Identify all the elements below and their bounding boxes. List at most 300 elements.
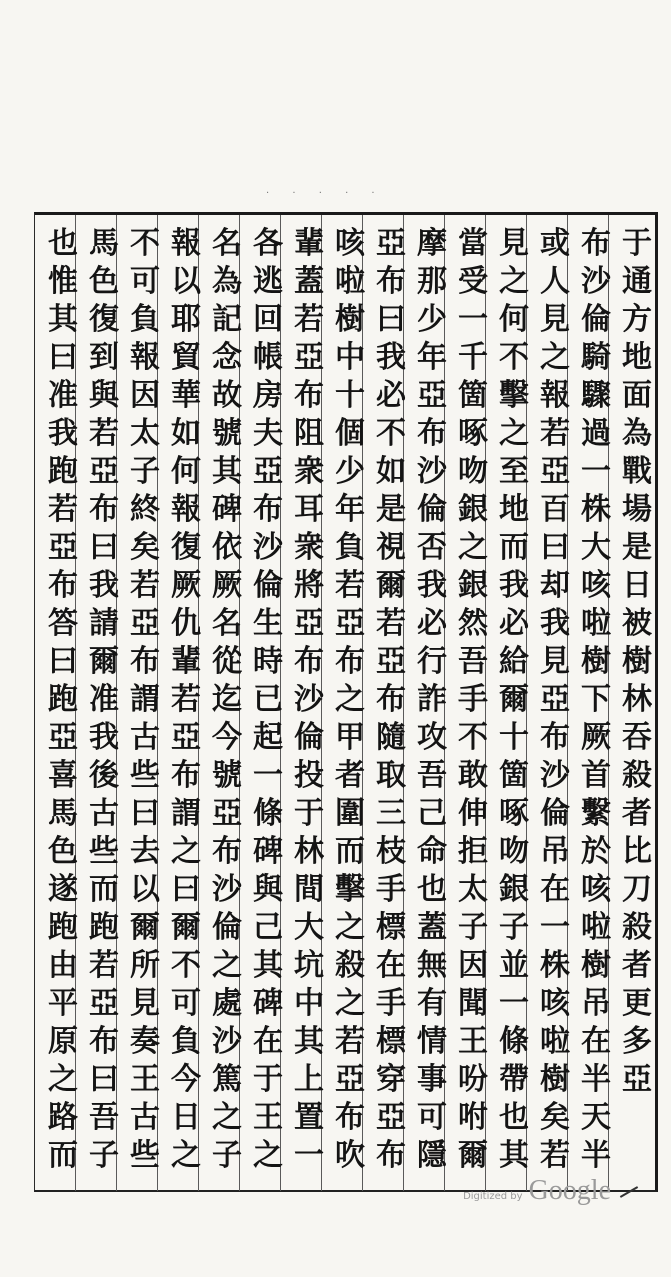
glyph: 蓋 <box>417 910 447 945</box>
glyph: 布 <box>335 1100 365 1135</box>
glyph: 亞 <box>48 530 78 565</box>
glyph: 樹 <box>335 302 365 337</box>
glyph: 若 <box>540 416 570 451</box>
glyph: 必 <box>499 606 529 641</box>
glyph: 日 <box>171 1100 201 1135</box>
glyph: 行 <box>417 644 447 679</box>
glyph: 過 <box>581 416 611 451</box>
glyph: 曰 <box>48 644 78 679</box>
glyph: 布 <box>294 644 324 679</box>
glyph: 我 <box>48 416 78 451</box>
glyph: 亞 <box>540 454 570 489</box>
glyph: 負 <box>335 530 365 565</box>
text-column <box>371 225 411 1175</box>
glyph: 輩 <box>171 644 201 679</box>
glyph: 帳 <box>253 340 283 375</box>
glyph: 因 <box>458 948 488 983</box>
glyph: 些 <box>89 834 119 869</box>
glyph: 所 <box>130 948 160 983</box>
glyph: 倫 <box>294 720 324 755</box>
glyph: 却 <box>540 568 570 603</box>
glyph: 百 <box>540 492 570 527</box>
glyph: 念 <box>212 340 242 375</box>
text-column <box>125 225 165 1175</box>
glyph: 奏 <box>130 1024 160 1059</box>
glyph: 路 <box>48 1100 78 1135</box>
glyph: 曰 <box>540 530 570 565</box>
glyph: 回 <box>253 302 283 337</box>
glyph: 平 <box>48 986 78 1021</box>
glyph: 樹 <box>622 644 652 679</box>
glyph: 擊 <box>335 872 365 907</box>
glyph: 啦 <box>540 1024 570 1059</box>
glyph: 箇 <box>458 378 488 413</box>
glyph: 戰 <box>622 454 652 489</box>
glyph: 者 <box>622 796 652 831</box>
glyph: 曰 <box>89 530 119 565</box>
glyph: 亞 <box>171 720 201 755</box>
glyph: 咳 <box>335 226 365 261</box>
glyph: 倫 <box>540 796 570 831</box>
glyph: 樹 <box>581 644 611 679</box>
text-column <box>289 225 329 1175</box>
glyph: 而 <box>499 530 529 565</box>
glyph: 倫 <box>581 302 611 337</box>
glyph: 隱 <box>417 1138 447 1173</box>
glyph: 樹 <box>581 948 611 983</box>
glyph: 耳 <box>294 492 324 527</box>
glyph: 之 <box>499 416 529 451</box>
glyph: 場 <box>622 492 652 527</box>
glyph: 跑 <box>89 910 119 945</box>
glyph: 太 <box>458 872 488 907</box>
glyph: 布 <box>376 1138 406 1173</box>
glyph: 間 <box>294 872 324 907</box>
glyph: 碑 <box>253 834 283 869</box>
glyph: 爾 <box>458 1138 488 1173</box>
glyph: 各 <box>253 226 283 261</box>
glyph: 啄 <box>499 796 529 831</box>
glyph: 衆 <box>294 454 324 489</box>
glyph: 馬 <box>48 796 78 831</box>
glyph: 若 <box>376 606 406 641</box>
glyph: 拒 <box>458 834 488 869</box>
glyph: 情 <box>417 1024 447 1059</box>
glyph: 林 <box>622 682 652 717</box>
glyph: 跑 <box>48 910 78 945</box>
glyph: 若 <box>89 416 119 451</box>
glyph: 可 <box>417 1100 447 1135</box>
glyph: 跑 <box>48 454 78 489</box>
glyph: 取 <box>376 758 406 793</box>
glyph: 之 <box>335 682 365 717</box>
glyph: 去 <box>130 834 160 869</box>
glyph: 其 <box>253 948 283 983</box>
glyph: 啄 <box>458 416 488 451</box>
glyph: 視 <box>376 530 406 565</box>
glyph: 馬 <box>89 226 119 261</box>
glyph: 仇 <box>171 606 201 641</box>
glyph: 吾 <box>417 758 447 793</box>
text-column <box>43 225 83 1175</box>
glyph: 與 <box>253 872 283 907</box>
glyph: 個 <box>335 416 365 451</box>
digitized-by-label: Digitized by <box>463 1191 523 1202</box>
glyph: 事 <box>417 1062 447 1097</box>
glyph: 曰 <box>130 796 160 831</box>
glyph: 必 <box>376 378 406 413</box>
glyph: 而 <box>335 834 365 869</box>
glyph: 手 <box>376 986 406 1021</box>
glyph: 依 <box>212 530 242 565</box>
glyph: 色 <box>89 264 119 299</box>
glyph: 如 <box>376 454 406 489</box>
glyph: 更 <box>622 986 652 1021</box>
glyph: 蓋 <box>294 264 324 299</box>
glyph: 殺 <box>622 910 652 945</box>
glyph: 中 <box>335 340 365 375</box>
glyph: 騎 <box>581 340 611 375</box>
glyph: 上 <box>294 1062 324 1097</box>
glyph: 將 <box>294 568 324 603</box>
glyph: 爾 <box>89 644 119 679</box>
glyph: 子 <box>212 1138 242 1173</box>
glyph: 亞 <box>253 454 283 489</box>
glyph: 人 <box>540 264 570 299</box>
glyph: 咳 <box>581 872 611 907</box>
text-column <box>207 225 247 1175</box>
glyph: 沙 <box>540 758 570 793</box>
glyph: 手 <box>376 872 406 907</box>
text-column <box>330 225 370 1175</box>
glyph: 也 <box>499 1100 529 1135</box>
glyph: 矣 <box>130 530 160 565</box>
glyph: 者 <box>622 948 652 983</box>
glyph: 我 <box>89 568 119 603</box>
glyph: 為 <box>622 416 652 451</box>
glyph: 或 <box>540 226 570 261</box>
glyph: 布 <box>89 1024 119 1059</box>
glyph: 不 <box>376 416 406 451</box>
glyph: 倫 <box>212 910 242 945</box>
glyph: 爾 <box>376 568 406 603</box>
glyph: 也 <box>417 872 447 907</box>
glyph: 布 <box>294 378 324 413</box>
glyph: 伸 <box>458 796 488 831</box>
glyph: 爾 <box>130 910 160 945</box>
glyph: 少 <box>417 302 447 337</box>
glyph: 謂 <box>130 682 160 717</box>
glyph: 坑 <box>294 948 324 983</box>
glyph: 十 <box>499 720 529 755</box>
glyph: 布 <box>212 834 242 869</box>
glyph: 古 <box>130 1100 160 1135</box>
glyph: 其 <box>48 302 78 337</box>
glyph: 己 <box>417 796 447 831</box>
glyph: 命 <box>417 834 447 869</box>
glyph: 圍 <box>335 796 365 831</box>
glyph: 在 <box>540 872 570 907</box>
glyph: 之 <box>335 910 365 945</box>
glyph: 些 <box>130 758 160 793</box>
glyph: 王 <box>130 1062 160 1097</box>
glyph: 多 <box>622 1024 652 1059</box>
glyph: 負 <box>171 1024 201 1059</box>
glyph: 被 <box>622 606 652 641</box>
glyph: 甲 <box>335 720 365 755</box>
glyph: 惟 <box>48 264 78 299</box>
glyph: 布 <box>171 758 201 793</box>
glyph: 摩 <box>417 226 447 261</box>
glyph: 若 <box>89 948 119 983</box>
glyph: 擊 <box>499 378 529 413</box>
glyph: 林 <box>294 834 324 869</box>
glyph: 吾 <box>89 1100 119 1135</box>
glyph: 報 <box>171 492 201 527</box>
glyph: 號 <box>212 416 242 451</box>
glyph: 之 <box>499 264 529 299</box>
glyph: 不 <box>499 340 529 375</box>
glyph: 吻 <box>499 834 529 869</box>
text-column <box>617 225 657 1099</box>
glyph: 布 <box>89 492 119 527</box>
glyph: 吾 <box>458 644 488 679</box>
glyph: 無 <box>417 948 447 983</box>
glyph: 報 <box>540 378 570 413</box>
glyph: 一 <box>499 986 529 1021</box>
glyph: 啦 <box>581 606 611 641</box>
glyph: 若 <box>130 568 160 603</box>
glyph: 之 <box>212 1100 242 1135</box>
glyph: 而 <box>48 1138 78 1173</box>
glyph: 王 <box>253 1100 283 1135</box>
glyph: 衆 <box>294 530 324 565</box>
glyph: 記 <box>212 302 242 337</box>
glyph: 否 <box>417 530 447 565</box>
glyph: 給 <box>499 644 529 679</box>
decorative-dots: · · · · · <box>266 188 385 199</box>
glyph: 我 <box>499 568 529 603</box>
glyph: 答 <box>48 606 78 641</box>
glyph: 而 <box>89 872 119 907</box>
glyph: 亞 <box>376 644 406 679</box>
glyph: 見 <box>130 986 160 1021</box>
glyph: 大 <box>294 910 324 945</box>
glyph: 房 <box>253 378 283 413</box>
glyph: 子 <box>130 454 160 489</box>
glyph: 吊 <box>540 834 570 869</box>
glyph: 華 <box>171 378 201 413</box>
glyph: 喜 <box>48 758 78 793</box>
glyph: 帶 <box>499 1062 529 1097</box>
glyph: 見 <box>540 302 570 337</box>
text-column <box>248 225 288 1175</box>
glyph: 若 <box>294 302 324 337</box>
glyph: 少 <box>335 454 365 489</box>
glyph: 耶 <box>171 302 201 337</box>
glyph: 己 <box>253 910 283 945</box>
glyph: 復 <box>89 302 119 337</box>
glyph: 曰 <box>89 1062 119 1097</box>
glyph: 沙 <box>581 264 611 299</box>
glyph: 若 <box>540 1138 570 1173</box>
glyph: 一 <box>581 454 611 489</box>
glyph: 沙 <box>417 454 447 489</box>
glyph: 株 <box>581 492 611 527</box>
glyph: 株 <box>540 948 570 983</box>
glyph: 因 <box>130 378 160 413</box>
glyph: 可 <box>130 264 160 299</box>
glyph: 名 <box>212 226 242 261</box>
glyph: 以 <box>171 264 201 299</box>
glyph: 爾 <box>499 682 529 717</box>
glyph: 大 <box>581 530 611 565</box>
glyph: 負 <box>130 302 160 337</box>
text-column <box>412 225 452 1175</box>
glyph: 曰 <box>171 872 201 907</box>
glyph: 逃 <box>253 264 283 299</box>
glyph: 亞 <box>89 454 119 489</box>
glyph: 比 <box>622 834 652 869</box>
glyph: 到 <box>89 340 119 375</box>
glyph: 那 <box>417 264 447 299</box>
text-column <box>535 225 575 1175</box>
glyph: 亞 <box>294 606 324 641</box>
glyph: 篤 <box>212 1062 242 1097</box>
glyph: 敢 <box>458 758 488 793</box>
glyph: 標 <box>376 910 406 945</box>
glyph: 夫 <box>253 416 283 451</box>
glyph: 吹 <box>335 1138 365 1173</box>
glyph: 與 <box>89 378 119 413</box>
glyph: 殺 <box>622 758 652 793</box>
glyph: 穿 <box>376 1062 406 1097</box>
glyph: 受 <box>458 264 488 299</box>
glyph: 地 <box>622 340 652 375</box>
glyph: 曰 <box>48 340 78 375</box>
glyph: 之 <box>171 834 201 869</box>
glyph: 以 <box>130 872 160 907</box>
text-frame <box>34 212 658 1192</box>
glyph: 驟 <box>581 378 611 413</box>
glyph: 下 <box>581 682 611 717</box>
glyph: 古 <box>130 720 160 755</box>
glyph: 沙 <box>253 530 283 565</box>
glyph: 攻 <box>417 720 447 755</box>
glyph: 吩 <box>458 1062 488 1097</box>
glyph: 亞 <box>622 1062 652 1097</box>
glyph: 子 <box>89 1138 119 1173</box>
glyph: 啦 <box>335 264 365 299</box>
glyph: 亞 <box>294 340 324 375</box>
glyph: 天 <box>581 1100 611 1135</box>
glyph: 若 <box>335 1024 365 1059</box>
glyph: 投 <box>294 758 324 793</box>
glyph: 首 <box>581 758 611 793</box>
glyph: 至 <box>499 454 529 489</box>
glyph: 箇 <box>499 758 529 793</box>
glyph: 當 <box>458 226 488 261</box>
glyph: 故 <box>212 378 242 413</box>
glyph: 並 <box>499 948 529 983</box>
glyph: 之 <box>335 986 365 1021</box>
glyph: 咳 <box>581 568 611 603</box>
glyph: 于 <box>294 796 324 831</box>
glyph: 布 <box>376 264 406 299</box>
glyph: 謂 <box>171 796 201 831</box>
google-logo: Google <box>528 1175 611 1206</box>
glyph: 些 <box>130 1138 160 1173</box>
glyph: 倫 <box>417 492 447 527</box>
glyph: 布 <box>48 568 78 603</box>
glyph: 如 <box>171 416 201 451</box>
glyph: 准 <box>89 682 119 717</box>
text-column <box>166 225 206 1175</box>
glyph: 太 <box>130 416 160 451</box>
glyph: 于 <box>622 226 652 261</box>
glyph: 可 <box>171 986 201 1021</box>
glyph: 迄 <box>212 682 242 717</box>
glyph: 繫 <box>581 796 611 831</box>
glyph: 輩 <box>294 226 324 261</box>
glyph: 之 <box>253 1138 283 1173</box>
glyph: 布 <box>581 226 611 261</box>
glyph: 厥 <box>171 568 201 603</box>
glyph: 在 <box>253 1024 283 1059</box>
glyph: 有 <box>417 986 447 1021</box>
glyph: 倫 <box>253 568 283 603</box>
glyph: 之 <box>212 948 242 983</box>
glyph: 我 <box>417 568 447 603</box>
glyph: 亞 <box>48 720 78 755</box>
glyph: 半 <box>581 1062 611 1097</box>
glyph: 厥 <box>581 720 611 755</box>
glyph: 亞 <box>376 1100 406 1135</box>
glyph: 三 <box>376 796 406 831</box>
glyph: 碑 <box>212 492 242 527</box>
glyph: 于 <box>253 1062 283 1097</box>
glyph: 隨 <box>376 720 406 755</box>
glyph: 然 <box>458 606 488 641</box>
glyph: 貿 <box>171 340 201 375</box>
glyph: 其 <box>294 1024 324 1059</box>
glyph: 由 <box>48 948 78 983</box>
glyph: 名 <box>212 606 242 641</box>
glyph: 布 <box>417 416 447 451</box>
glyph: 已 <box>253 682 283 717</box>
glyph: 在 <box>581 1024 611 1059</box>
glyph: 啦 <box>581 910 611 945</box>
glyph: 終 <box>130 492 160 527</box>
glyph: 厥 <box>212 568 242 603</box>
glyph: 子 <box>458 910 488 945</box>
glyph: 殺 <box>335 948 365 983</box>
glyph: 之 <box>540 340 570 375</box>
glyph: 方 <box>622 302 652 337</box>
glyph: 曰 <box>376 302 406 337</box>
glyph: 布 <box>335 644 365 679</box>
glyph: 之 <box>48 1062 78 1097</box>
glyph: 面 <box>622 378 652 413</box>
glyph: 沙 <box>212 872 242 907</box>
glyph: 若 <box>335 568 365 603</box>
glyph: 生 <box>253 606 283 641</box>
glyph: 沙 <box>212 1024 242 1059</box>
glyph: 通 <box>622 264 652 299</box>
glyph: 聞 <box>458 986 488 1021</box>
glyph: 色 <box>48 834 78 869</box>
glyph: 今 <box>171 1062 201 1097</box>
